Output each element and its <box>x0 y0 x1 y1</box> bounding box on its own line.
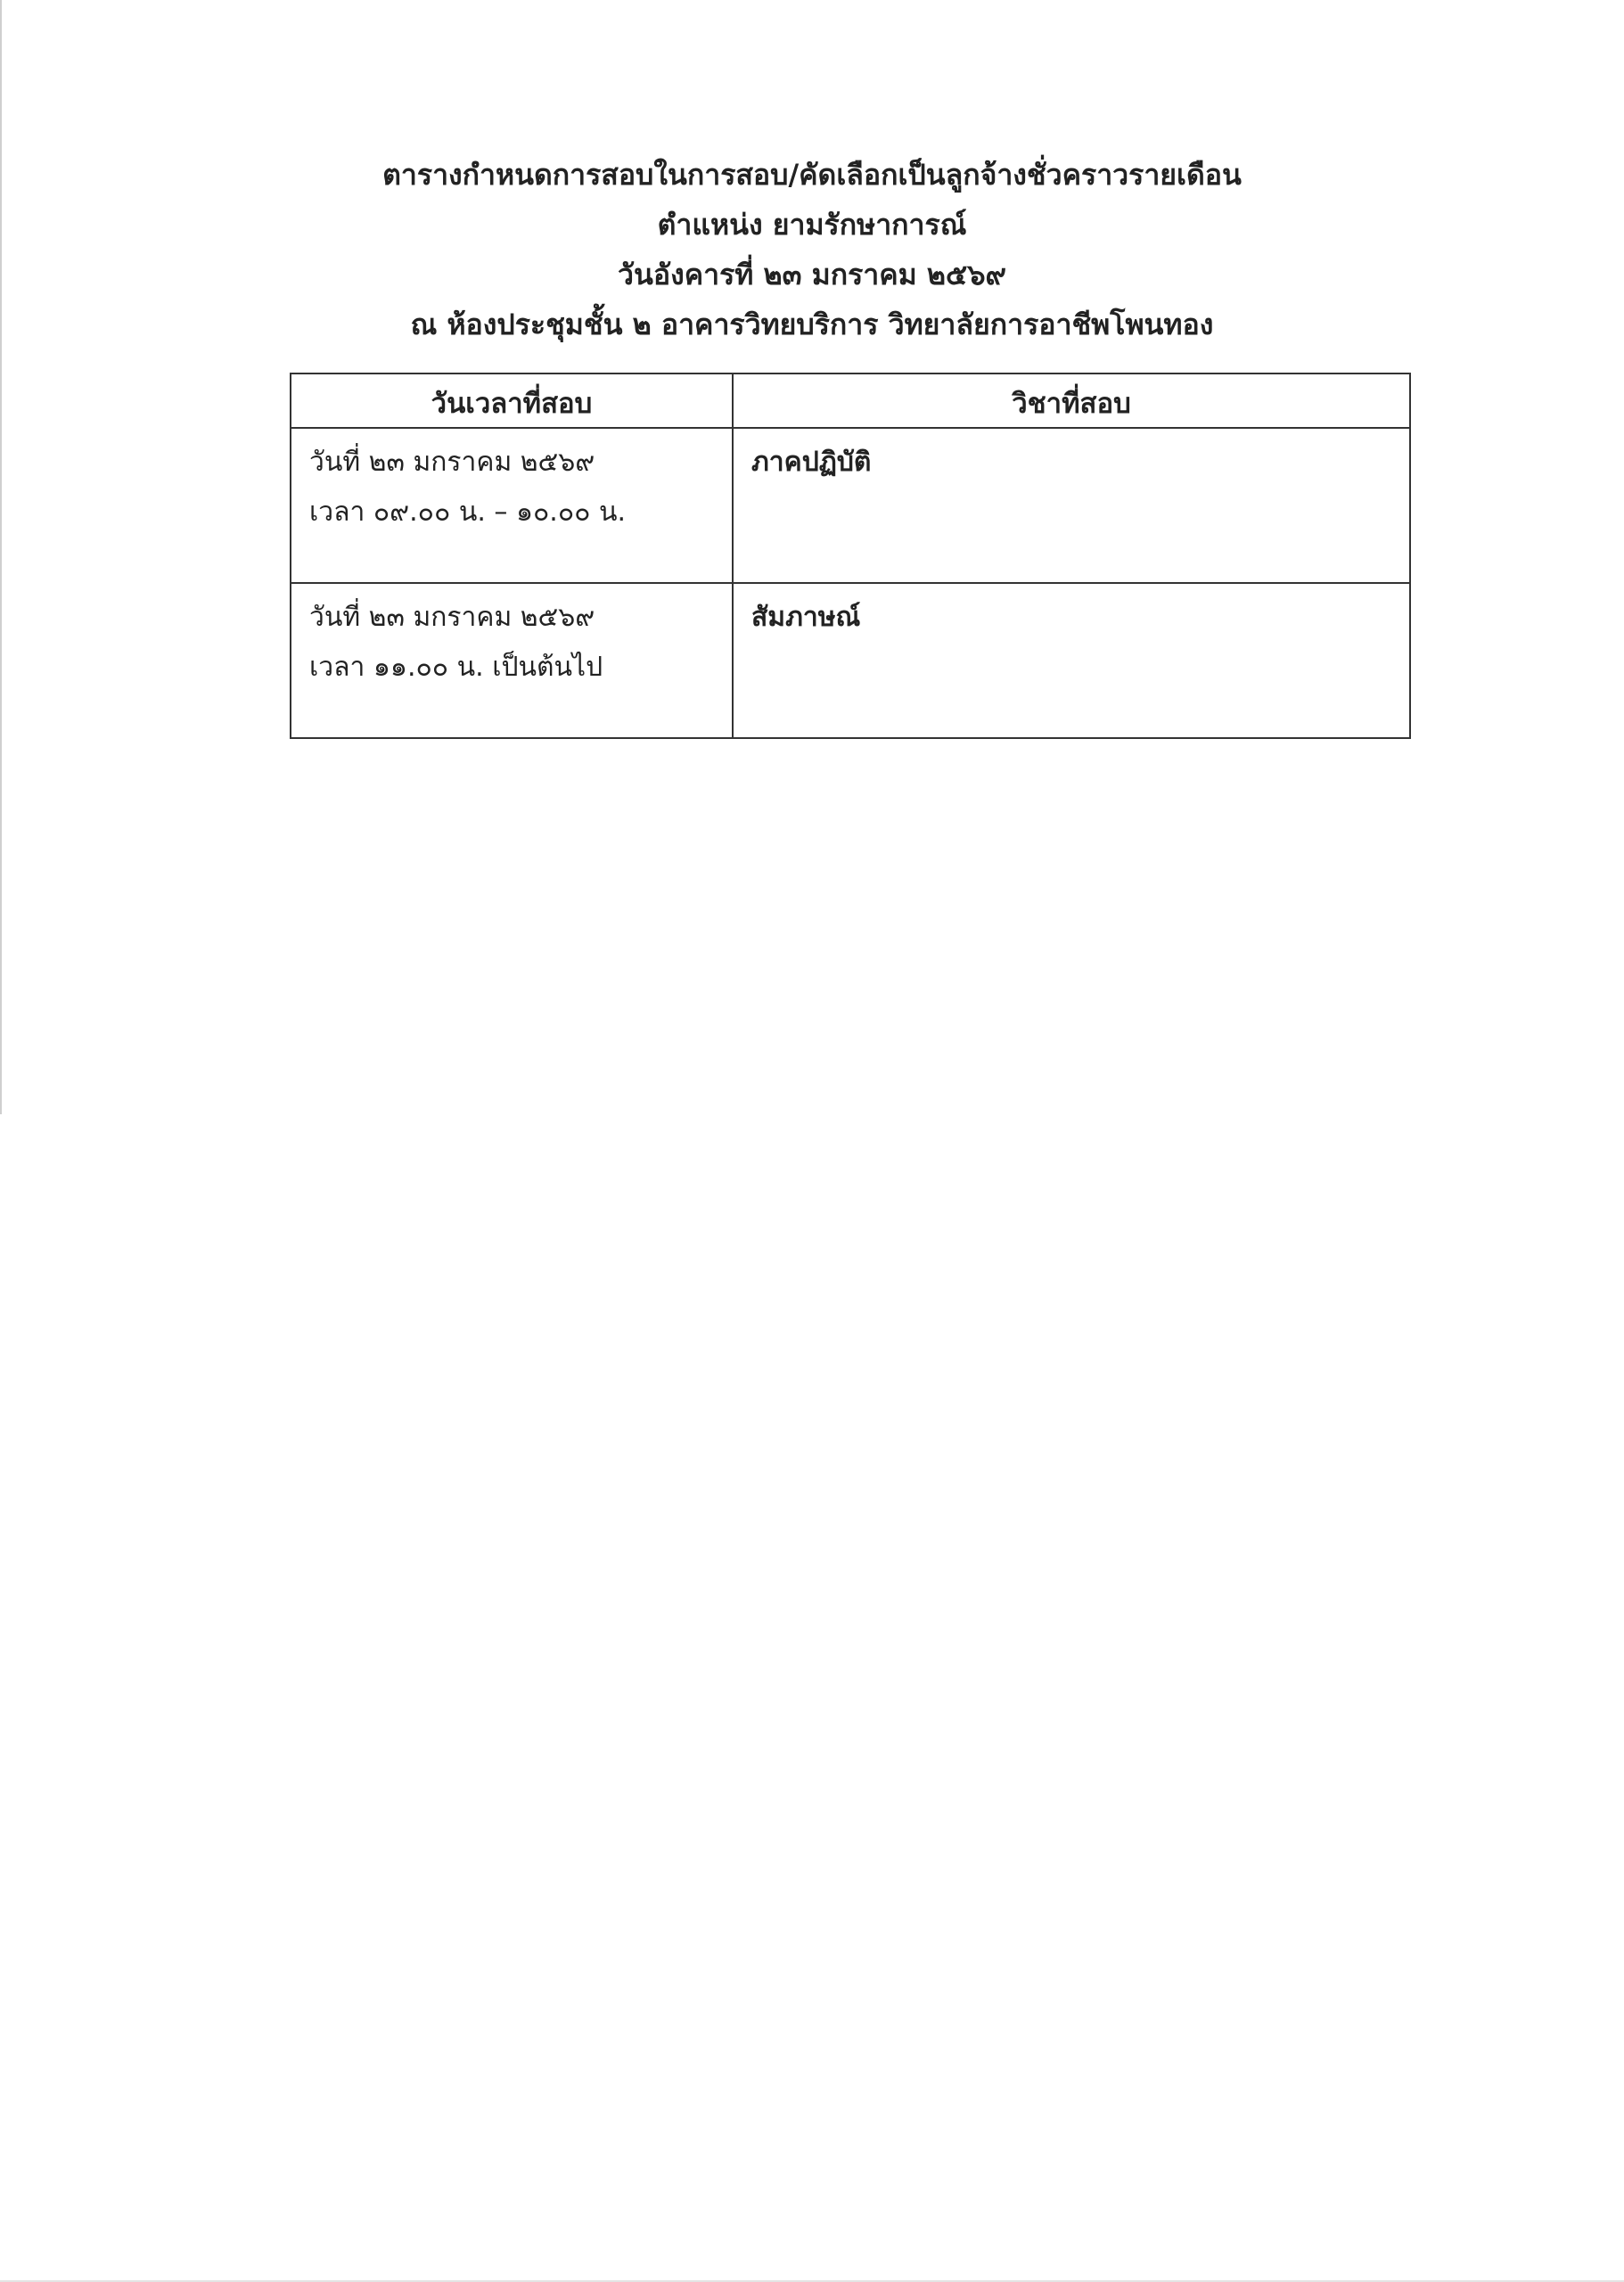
column-header-datetime: วันเวลาที่สอบ <box>291 373 733 428</box>
exam-date-line: วันอังคารที่ ๒๓ มกราคม ๒๕๖๙ <box>618 258 1006 291</box>
subject-cell: ภาคปฏิบัติ <box>733 428 1410 583</box>
document-header <box>0 150 1624 349</box>
table-row <box>291 583 1410 738</box>
table-header-row <box>291 373 1410 428</box>
exam-date-text: วันที่ ๒๓ มกราคม ๒๕๖๙ <box>309 447 595 478</box>
exam-time-text: เวลา ๐๙.๐๐ น. – ๑๐.๐๐ น. <box>309 497 627 528</box>
document-title: ตารางกำหนดการสอบในการสอบ/คัดเลือกเป็นลูกจ้างชั่วคราวรายเดือน <box>382 158 1242 192</box>
venue-line: ณ ห้องประชุมชั้น ๒ อาคารวิทยบริการ วิทยาลัยการอาชีพโพนทอง <box>410 308 1214 341</box>
subject-cell: สัมภาษณ์ <box>733 583 1410 738</box>
table-row <box>291 428 1410 583</box>
exam-date-text: วันที่ ๒๓ มกราคม ๒๕๖๙ <box>309 602 595 633</box>
column-header-subject: วิชาที่สอบ <box>733 373 1410 428</box>
exam-time-text: เวลา ๑๑.๐๐ น. เป็นต้นไป <box>309 652 603 683</box>
exam-schedule-table <box>290 373 1411 739</box>
datetime-cell <box>291 583 733 738</box>
position-line: ตำแหน่ง ยามรักษาการณ์ <box>657 208 967 242</box>
datetime-cell <box>291 428 733 583</box>
